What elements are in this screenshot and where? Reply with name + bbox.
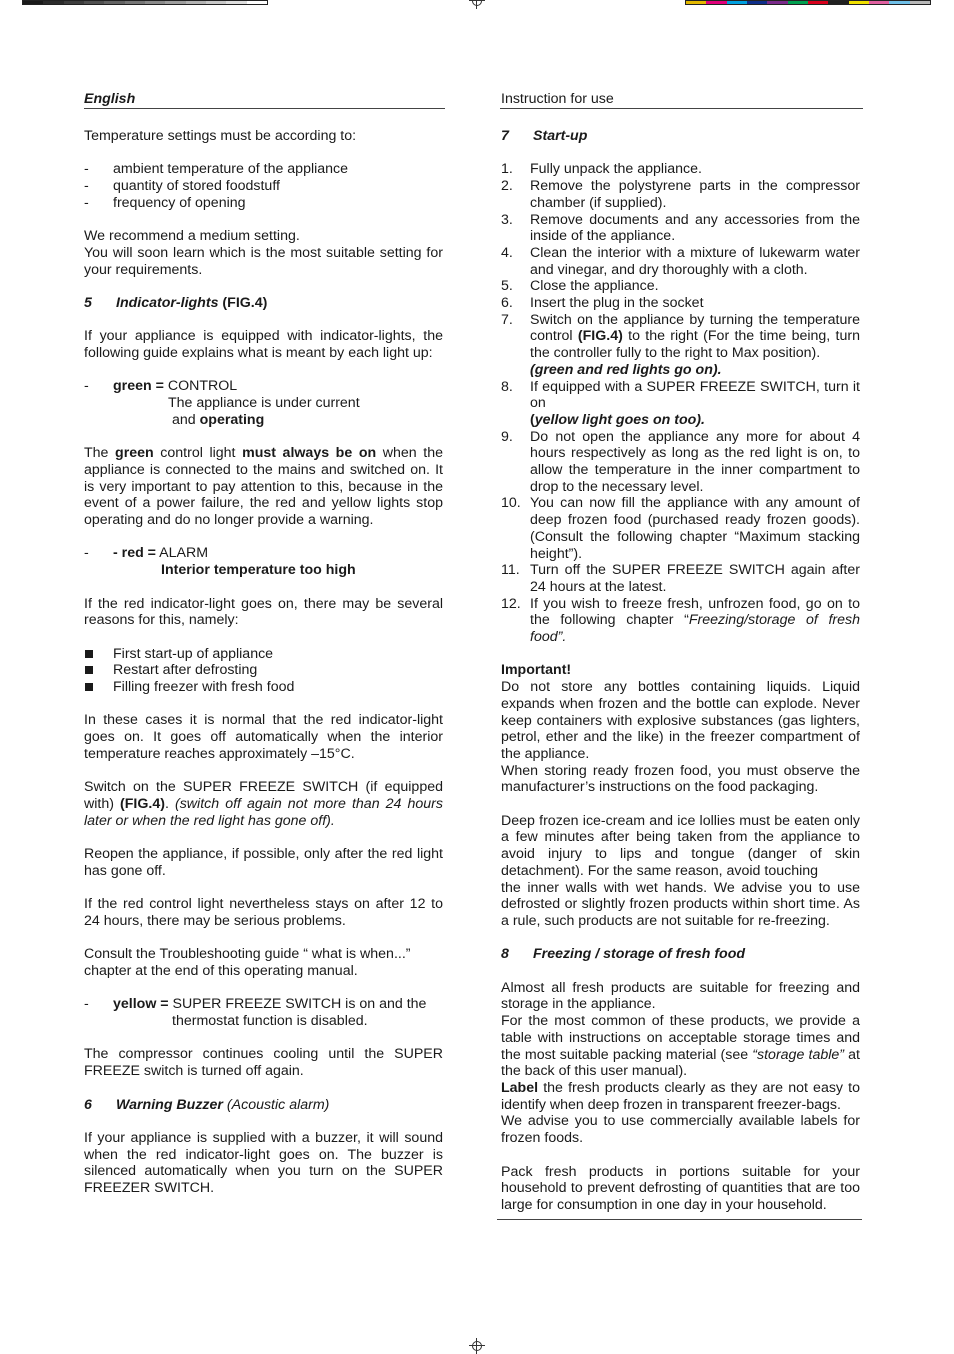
- list-item: 10. You can now fill the appliance with any amount of deep frozen food (purchased ready frozen goods). (Consult the following chapter “Maximum stacking height”).: [501, 495, 860, 562]
- list-item: 9. Do not open the appliance any more for about 4 hours respectively as long as the red light is on, to allow the temperature in the inner compartment to drop to the necessary level.: [501, 428, 860, 495]
- icecream-walls: the inner walls with wet hands. We advise you to use defrosted or slightly frozen products within short time. As a rule, such products are not suitable for re-freezing.: [501, 879, 860, 929]
- calibration-swatch: [747, 1, 767, 4]
- registration-mark-bottom: [469, 1338, 485, 1354]
- calibration-swatch: [226, 1, 246, 4]
- list-item: 11. Turn off the SUPER FREEZE SWITCH again after 24 hours at the latest.: [501, 562, 860, 595]
- settings-intro: Temperature settings must be according to:: [84, 128, 357, 144]
- calibration-swatch: [889, 1, 909, 4]
- stays-on-note: If the red control light nevertheless stays on after 12 to 24 hours, there may be serious problems.: [84, 896, 443, 929]
- list-item: 1. Fully unpack the appliance.: [501, 161, 702, 178]
- important-label: Important!: [501, 662, 572, 679]
- red-light-reasons-list: [84, 646, 443, 696]
- list-item: - ambient temperature of the appliance: [84, 161, 443, 178]
- list-item: 4. Clean the interior with a mixture of lukewarm water and vinegar, and dry thoroughly with a cloth.: [501, 244, 860, 278]
- list-item: 6. Insert the plug in the socket: [501, 295, 704, 312]
- list-item: - frequency of opening: [84, 195, 443, 212]
- icecream-warning: Deep frozen ice-cream and ice lollies must be eaten only a few minutes after being taken from the appliance to avoid injury to lips and tongue (danger of skin detachment). For the same reason, avoid touching: [501, 812, 860, 879]
- section-7-heading: 7 Start-up: [501, 128, 588, 144]
- calibration-swatch: [869, 1, 889, 4]
- section-5-heading: 5 Indicator-lights (FIG.4): [84, 294, 268, 311]
- calibration-swatch: [23, 1, 43, 4]
- list-item: 12. If you wish to freeze fresh, unfrozen food, go on to the following chapter “Freezing/storage of fresh food”.: [501, 595, 860, 646]
- green-light-description: The green control light must always be on when the appliance is connected to the mains and switched on. It is very important to pay attention to this, because in the event of a power failure, the red and yellow lights stop operating and do no longer provide a warning.: [84, 445, 443, 529]
- indicator-intro: If your appliance is equipped with indicator-lights, the following guide explains what is meant by each light up:: [84, 328, 443, 362]
- section-8-heading: 8 Freezing / storage of fresh food: [501, 946, 746, 963]
- settings-factors-list: [84, 161, 443, 211]
- right-column: [501, 91, 860, 1230]
- list-item: First start-up of appliance: [84, 646, 443, 663]
- calibration-swatch: [84, 1, 104, 4]
- red-light-intro: If the red indicator-light goes on, there may be several reasons for this, namely:: [84, 595, 443, 629]
- list-item: 2. Remove the polystyrene parts in the compressor chamber (if supplied).: [501, 178, 860, 211]
- important-bottles: Do not store any bottles containing liquids. Liquid expands when frozen and the bottle can explode. Never keep containers with explosive substances (gas lighters, petrol, ether and the like) in the freezer compartment of the appliance.: [501, 679, 860, 762]
- calibration-swatch: [686, 1, 706, 4]
- calibration-swatch: [125, 1, 145, 4]
- footer-rule: [497, 1219, 862, 1220]
- buzzer-description: If your appliance is supplied with a buzzer, it will sound when the red indicator-light goes on. The buzzer is silenced automatically when you turn on the SUPER FREEZER SWITCH.: [84, 1129, 443, 1197]
- list-item: 5. Close the appliance.: [501, 278, 659, 295]
- calibration-swatch: [828, 1, 848, 4]
- list-item: 7. Switch on the appliance by turning the temperature control (FIG.4) to the right (For the time being, turn the controller fully to the right to Max position). (green and red lights go on).: [501, 311, 860, 378]
- pack-portions: Pack fresh products in portions suitable for your household to prevent defrosting of quantities that are too large for consumption in one day in your household.: [501, 1163, 860, 1213]
- important-manufacturer: When storing ready frozen food, you must observe the manufacturer’s instructions on the food packaging.: [501, 762, 860, 796]
- calibration-swatch: [910, 1, 930, 4]
- calibration-swatch: [186, 1, 206, 4]
- fresh-suitable: Almost all fresh products are suitable for freezing and storage in the appliance.: [501, 979, 860, 1013]
- grayscale-calibration-strip: [22, 0, 268, 5]
- calibration-swatch: [145, 1, 165, 4]
- list-item: 3. Remove documents and any accessories from the inside of the appliance.: [501, 211, 860, 245]
- compressor-note: The compressor continues cooling until the SUPER FREEZE switch is turned off again.: [84, 1046, 443, 1080]
- calibration-swatch: [706, 1, 726, 4]
- troubleshooting-note: Consult the Troubleshooting guide “ what is when...” chapter at the end of this operating manual.: [84, 946, 411, 979]
- calibration-swatch: [808, 1, 828, 4]
- startup-steps-list: [501, 161, 860, 645]
- list-item: Filling freezer with fresh food: [84, 679, 443, 696]
- list-item: - quantity of stored foodstuff: [84, 178, 443, 195]
- recommendation: We recommend a medium setting. You will soon learn which is the most suitable setting for your requirements.: [84, 228, 443, 278]
- calibration-swatch: [247, 1, 267, 4]
- calibration-swatch: [788, 1, 808, 4]
- fresh-label: Label the fresh products clearly as they are not easy to identify when deep frozen in transparent freezer-bags.: [501, 1080, 860, 1113]
- reopen-note: Reopen the appliance, if possible, only after the red light has gone off.: [84, 846, 443, 879]
- yellow-light-entry: - yellow = SUPER FREEZE SWITCH is on and the thermostat function is disabled.: [84, 996, 427, 1030]
- red-light-entry: - - red = ALARM Interior temperature too high: [84, 545, 356, 579]
- calibration-swatch: [727, 1, 747, 4]
- color-calibration-strip: [685, 0, 931, 5]
- section-6-heading: 6 Warning Buzzer (Acoustic alarm): [84, 1096, 330, 1113]
- left-column: [84, 91, 443, 1213]
- instruction-header: Instruction for use: [500, 91, 863, 109]
- calibration-swatch: [206, 1, 226, 4]
- fresh-labels-advice: We advise you to use commercially available labels for frozen foods.: [501, 1113, 860, 1147]
- green-light-entry: - green = CONTROL The appliance is under current and operating: [84, 378, 360, 428]
- calibration-swatch: [849, 1, 869, 4]
- calibration-swatch: [104, 1, 124, 4]
- language-header: English: [84, 91, 445, 109]
- list-item: 8. If equipped with a SUPER FREEZE SWITCH, turn it on (yellow light goes on too).: [501, 378, 860, 428]
- red-light-normal: In these cases it is normal that the red indicator-light goes on. It goes off automatically when the interior temperature reaches approximately –15°C.: [84, 712, 443, 762]
- fresh-storage-table: For the most common of these products, we provide a table with instructions on acceptable storage times and the most suitable packing material (see “storage table” at the back of this user manual).: [501, 1013, 861, 1080]
- registration-mark-top: [469, 0, 485, 9]
- calibration-swatch: [43, 1, 63, 4]
- super-freeze-instruction: Switch on the SUPER FREEZE SWITCH (if equipped with) (FIG.4). (switch off again not more than 24 hours later or when the red light has gone off).: [84, 779, 443, 829]
- list-item: Restart after defrosting: [84, 662, 443, 679]
- calibration-swatch: [767, 1, 787, 4]
- calibration-swatch: [64, 1, 84, 4]
- calibration-swatch: [165, 1, 185, 4]
